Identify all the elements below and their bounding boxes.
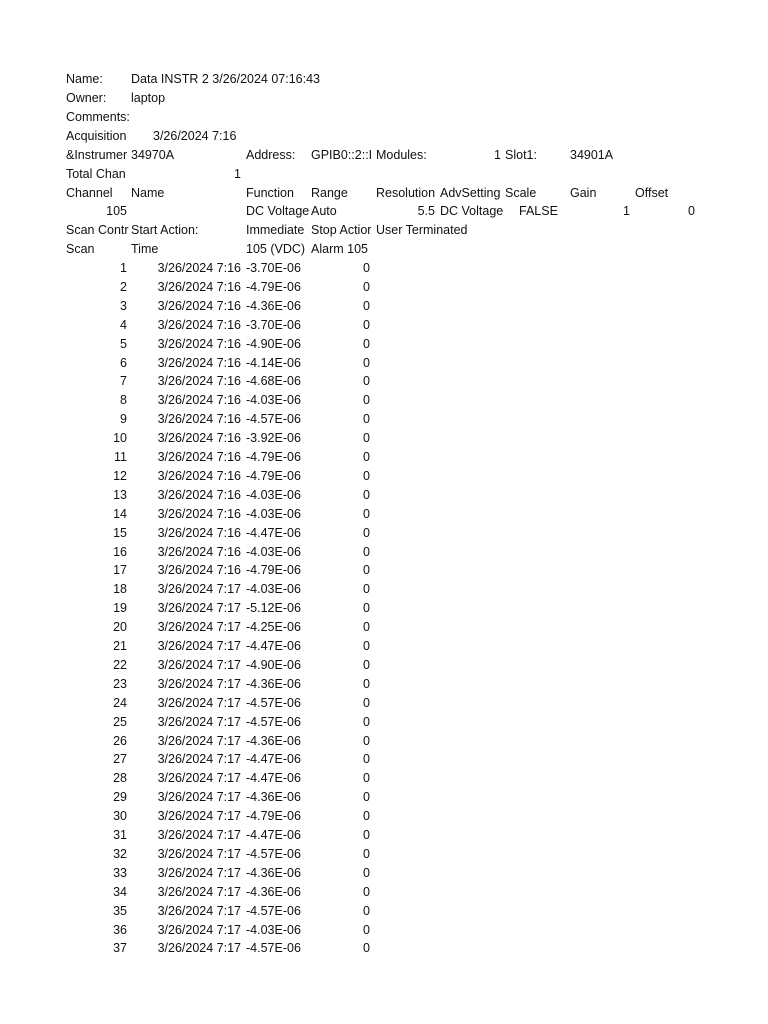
scan-time: 3/26/2024 7:17: [157, 828, 241, 842]
scan-number: 29: [113, 790, 127, 804]
scan-alarm-value: 0: [363, 904, 370, 918]
scan-time: 3/26/2024 7:17: [157, 639, 241, 653]
scan-vdc-value: -4.03E-06: [246, 545, 301, 559]
scan-alarm-value: 0: [363, 261, 370, 275]
scan-number: 19: [113, 601, 127, 615]
scan-time: 3/26/2024 7:17: [157, 696, 241, 710]
scan-vdc-value: -5.12E-06: [246, 601, 301, 615]
owner-value: laptop: [131, 91, 166, 105]
scan-alarm-value: 0: [363, 771, 370, 785]
scan-vdc-value: -4.57E-06: [246, 904, 301, 918]
scan-alarm-value: 0: [363, 809, 370, 823]
scan-number: 31: [113, 828, 127, 842]
scan-vdc-value: -4.47E-06: [246, 752, 301, 766]
scan-alarm-value: 0: [363, 639, 370, 653]
scan-vdc-value: -4.47E-06: [246, 639, 301, 653]
scan-time: 3/26/2024 7:16: [157, 393, 241, 407]
scan-time: 3/26/2024 7:17: [157, 620, 241, 634]
scan-number: 11: [114, 450, 127, 464]
scan-number: 24: [113, 696, 127, 710]
scan-alarm-value: 0: [363, 696, 370, 710]
scan-number: 7: [120, 374, 127, 388]
scan-alarm-value: 0: [363, 356, 370, 370]
scan-control-label: Scan Contr: [66, 223, 129, 237]
total-channels-label: Total Chan: [66, 167, 126, 181]
scan-alarm-value: 0: [363, 563, 370, 577]
scan-alarm-value: 0: [363, 828, 370, 842]
scan-number: 35: [113, 904, 127, 918]
scan-number: 28: [113, 771, 127, 785]
scan-number: 33: [113, 866, 127, 880]
scan-alarm-value: 0: [363, 488, 370, 502]
scan-alarm-value: 0: [363, 923, 370, 937]
scan-number: 13: [113, 488, 127, 502]
scan-number: 22: [113, 658, 127, 672]
channel-function: DC Voltage: [246, 204, 310, 218]
modules-label: Modules:: [376, 148, 427, 162]
scan-alarm-value: 0: [363, 450, 370, 464]
scan-vdc-value: -4.47E-06: [246, 828, 301, 842]
scan-time: 3/26/2024 7:17: [157, 752, 241, 766]
scan-alarm-value: 0: [363, 469, 370, 483]
scan-vdc-value: -4.36E-06: [246, 734, 301, 748]
scan-number: 2: [120, 280, 127, 294]
scan-vdc-value: -4.03E-06: [246, 507, 301, 521]
name-label: Name:: [66, 72, 103, 86]
scan-alarm-value: 0: [363, 601, 370, 615]
address-value: GPIB0::2::I: [311, 148, 373, 162]
owner-label: Owner:: [66, 91, 107, 105]
channel-offset: 0: [688, 204, 695, 218]
scan-vdc-value: -4.57E-06: [246, 412, 301, 426]
scan-number: 12: [113, 469, 127, 483]
slot1-label: Slot1:: [505, 148, 537, 162]
col-header-gain: Gain: [570, 186, 597, 200]
channel-scale: FALSE: [519, 204, 558, 218]
scan-time: 3/26/2024 7:16: [157, 431, 241, 445]
scan-vdc-value: -4.36E-06: [246, 677, 301, 691]
col-header-range: Range: [311, 186, 348, 200]
scan-vdc-value: -4.68E-06: [246, 374, 301, 388]
col-header-name: Name: [131, 186, 165, 200]
scan-alarm-value: 0: [363, 526, 370, 540]
scan-vdc-value: -4.79E-06: [246, 809, 301, 823]
scan-time: 3/26/2024 7:17: [157, 866, 241, 880]
scan-alarm-value: 0: [363, 412, 370, 426]
start-action-label: Start Action:: [131, 223, 199, 237]
data-header-time: Time: [131, 242, 159, 256]
scan-time: 3/26/2024 7:16: [157, 318, 241, 332]
acquisition-label: Acquisition: [66, 129, 127, 143]
scan-time: 3/26/2024 7:17: [157, 601, 241, 615]
col-header-resolution: Resolution: [376, 186, 436, 200]
scan-time: 3/26/2024 7:17: [157, 885, 241, 899]
scan-vdc-value: -4.79E-06: [246, 450, 301, 464]
scan-number: 15: [113, 526, 127, 540]
scan-alarm-value: 0: [363, 337, 370, 351]
scan-time: 3/26/2024 7:16: [157, 469, 241, 483]
scan-number: 37: [113, 941, 127, 955]
scan-time: 3/26/2024 7:16: [157, 450, 241, 464]
scan-alarm-value: 0: [363, 299, 370, 313]
scan-time: 3/26/2024 7:17: [157, 923, 241, 937]
modules-value: 1: [494, 148, 501, 162]
scan-number: 27: [113, 752, 127, 766]
scan-time: 3/26/2024 7:16: [157, 545, 241, 559]
col-header-channel: Channel: [66, 186, 113, 200]
scan-time: 3/26/2024 7:17: [157, 790, 241, 804]
scan-vdc-value: -3.70E-06: [246, 261, 301, 275]
scan-number: 14: [113, 507, 127, 521]
instrument-value: 34970A: [131, 148, 175, 162]
scan-alarm-value: 0: [363, 790, 370, 804]
scan-number: 6: [120, 356, 127, 370]
scan-alarm-value: 0: [363, 885, 370, 899]
scan-vdc-value: -4.79E-06: [246, 469, 301, 483]
col-header-offset: Offset: [635, 186, 669, 200]
scan-alarm-value: 0: [363, 941, 370, 955]
channel-adv-setting: DC Voltage: [440, 204, 504, 218]
scan-vdc-value: -4.47E-06: [246, 771, 301, 785]
slot1-value: 34901A: [570, 148, 614, 162]
scan-alarm-value: 0: [363, 507, 370, 521]
scan-vdc-value: -4.36E-06: [246, 885, 301, 899]
scan-time: 3/26/2024 7:16: [157, 299, 241, 313]
scan-time: 3/26/2024 7:16: [157, 412, 241, 426]
scan-time: 3/26/2024 7:16: [157, 337, 241, 351]
scan-number: 34: [113, 885, 127, 899]
scan-vdc-value: -4.57E-06: [246, 941, 301, 955]
scan-time: 3/26/2024 7:17: [157, 715, 241, 729]
scan-time: 3/26/2024 7:16: [157, 280, 241, 294]
channel-number: 105: [106, 204, 127, 218]
scan-vdc-value: -4.79E-06: [246, 563, 301, 577]
scan-vdc-value: -4.14E-06: [246, 356, 301, 370]
scan-vdc-value: -4.03E-06: [246, 582, 301, 596]
scan-alarm-value: 0: [363, 431, 370, 445]
comments-label: Comments:: [66, 110, 130, 124]
data-header-scan: Scan: [66, 242, 95, 256]
scan-time: 3/26/2024 7:17: [157, 904, 241, 918]
scan-number: 23: [113, 677, 127, 691]
scan-alarm-value: 0: [363, 715, 370, 729]
scan-alarm-value: 0: [363, 545, 370, 559]
address-label: Address:: [246, 148, 296, 162]
scan-alarm-value: 0: [363, 393, 370, 407]
name-value: Data INSTR 2 3/26/2024 07:16:43: [131, 72, 321, 86]
scan-number: 18: [113, 582, 127, 596]
scan-number: 10: [113, 431, 127, 445]
scan-time: 3/26/2024 7:17: [157, 582, 241, 596]
scan-time: 3/26/2024 7:16: [157, 374, 241, 388]
scan-alarm-value: 0: [363, 374, 370, 388]
scan-vdc-value: -4.90E-06: [246, 337, 301, 351]
scan-vdc-value: -4.36E-06: [246, 790, 301, 804]
scan-number: 30: [113, 809, 127, 823]
scan-number: 20: [113, 620, 127, 634]
scan-time: 3/26/2024 7:16: [157, 488, 241, 502]
scan-time: 3/26/2024 7:17: [157, 658, 241, 672]
scan-number: 25: [113, 715, 127, 729]
scan-number: 21: [113, 639, 127, 653]
scan-number: 5: [120, 337, 127, 351]
scan-time: 3/26/2024 7:17: [157, 941, 241, 955]
scan-time: 3/26/2024 7:16: [157, 507, 241, 521]
scan-time: 3/26/2024 7:17: [157, 771, 241, 785]
scan-vdc-value: -4.03E-06: [246, 923, 301, 937]
scan-time: 3/26/2024 7:17: [157, 734, 241, 748]
data-header-alarm: Alarm 105: [311, 242, 368, 256]
scan-alarm-value: 0: [363, 677, 370, 691]
scan-number: 32: [113, 847, 127, 861]
scan-time: 3/26/2024 7:16: [157, 526, 241, 540]
col-header-advsetting: AdvSetting: [440, 186, 501, 200]
scan-vdc-value: -4.36E-06: [246, 299, 301, 313]
scan-number: 1: [120, 261, 127, 275]
scan-time: 3/26/2024 7:17: [157, 809, 241, 823]
scan-time: 3/26/2024 7:16: [157, 261, 241, 275]
scan-alarm-value: 0: [363, 280, 370, 294]
channel-gain: 1: [623, 204, 630, 218]
scan-number: 17: [113, 563, 127, 577]
scan-vdc-value: -4.03E-06: [246, 393, 301, 407]
scan-vdc-value: -4.03E-06: [246, 488, 301, 502]
stop-action-value: User Terminated: [376, 223, 468, 237]
scan-vdc-value: -3.70E-06: [246, 318, 301, 332]
scan-vdc-value: -4.57E-06: [246, 696, 301, 710]
scan-number: 16: [113, 545, 127, 559]
channel-range: Auto: [311, 204, 337, 218]
scan-number: 3: [120, 299, 127, 313]
col-header-function: Function: [246, 186, 294, 200]
scan-number: 8: [120, 393, 127, 407]
scan-alarm-value: 0: [363, 318, 370, 332]
scan-time: 3/26/2024 7:17: [157, 847, 241, 861]
scan-number: 36: [113, 923, 127, 937]
instrument-label: &Instrumer: [66, 148, 128, 162]
scan-number: 9: [120, 412, 127, 426]
scan-alarm-value: 0: [363, 658, 370, 672]
scan-alarm-value: 0: [363, 752, 370, 766]
scan-alarm-value: 0: [363, 582, 370, 596]
scan-vdc-value: -4.47E-06: [246, 526, 301, 540]
data-header-vdc: 105 (VDC): [246, 242, 306, 256]
scan-number: 4: [120, 318, 127, 332]
scan-vdc-value: -4.36E-06: [246, 866, 301, 880]
scan-alarm-value: 0: [363, 734, 370, 748]
total-channels-value: 1: [234, 167, 241, 181]
scan-vdc-value: -4.90E-06: [246, 658, 301, 672]
scan-vdc-value: -3.92E-06: [246, 431, 301, 445]
acquisition-value: 3/26/2024 7:16: [153, 129, 237, 143]
scan-vdc-value: -4.25E-06: [246, 620, 301, 634]
scan-time: 3/26/2024 7:16: [157, 356, 241, 370]
scan-alarm-value: 0: [363, 847, 370, 861]
scan-alarm-value: 0: [363, 620, 370, 634]
scan-vdc-value: -4.57E-06: [246, 715, 301, 729]
scan-vdc-value: -4.57E-06: [246, 847, 301, 861]
start-action-value: Immediate: [246, 223, 305, 237]
scan-number: 26: [113, 734, 127, 748]
col-header-scale: Scale: [505, 186, 537, 200]
scan-time: 3/26/2024 7:16: [157, 563, 241, 577]
scan-alarm-value: 0: [363, 866, 370, 880]
scan-time: 3/26/2024 7:17: [157, 677, 241, 691]
stop-action-label: Stop Actior: [311, 223, 372, 237]
scan-vdc-value: -4.79E-06: [246, 280, 301, 294]
channel-resolution: 5.5: [417, 204, 435, 218]
